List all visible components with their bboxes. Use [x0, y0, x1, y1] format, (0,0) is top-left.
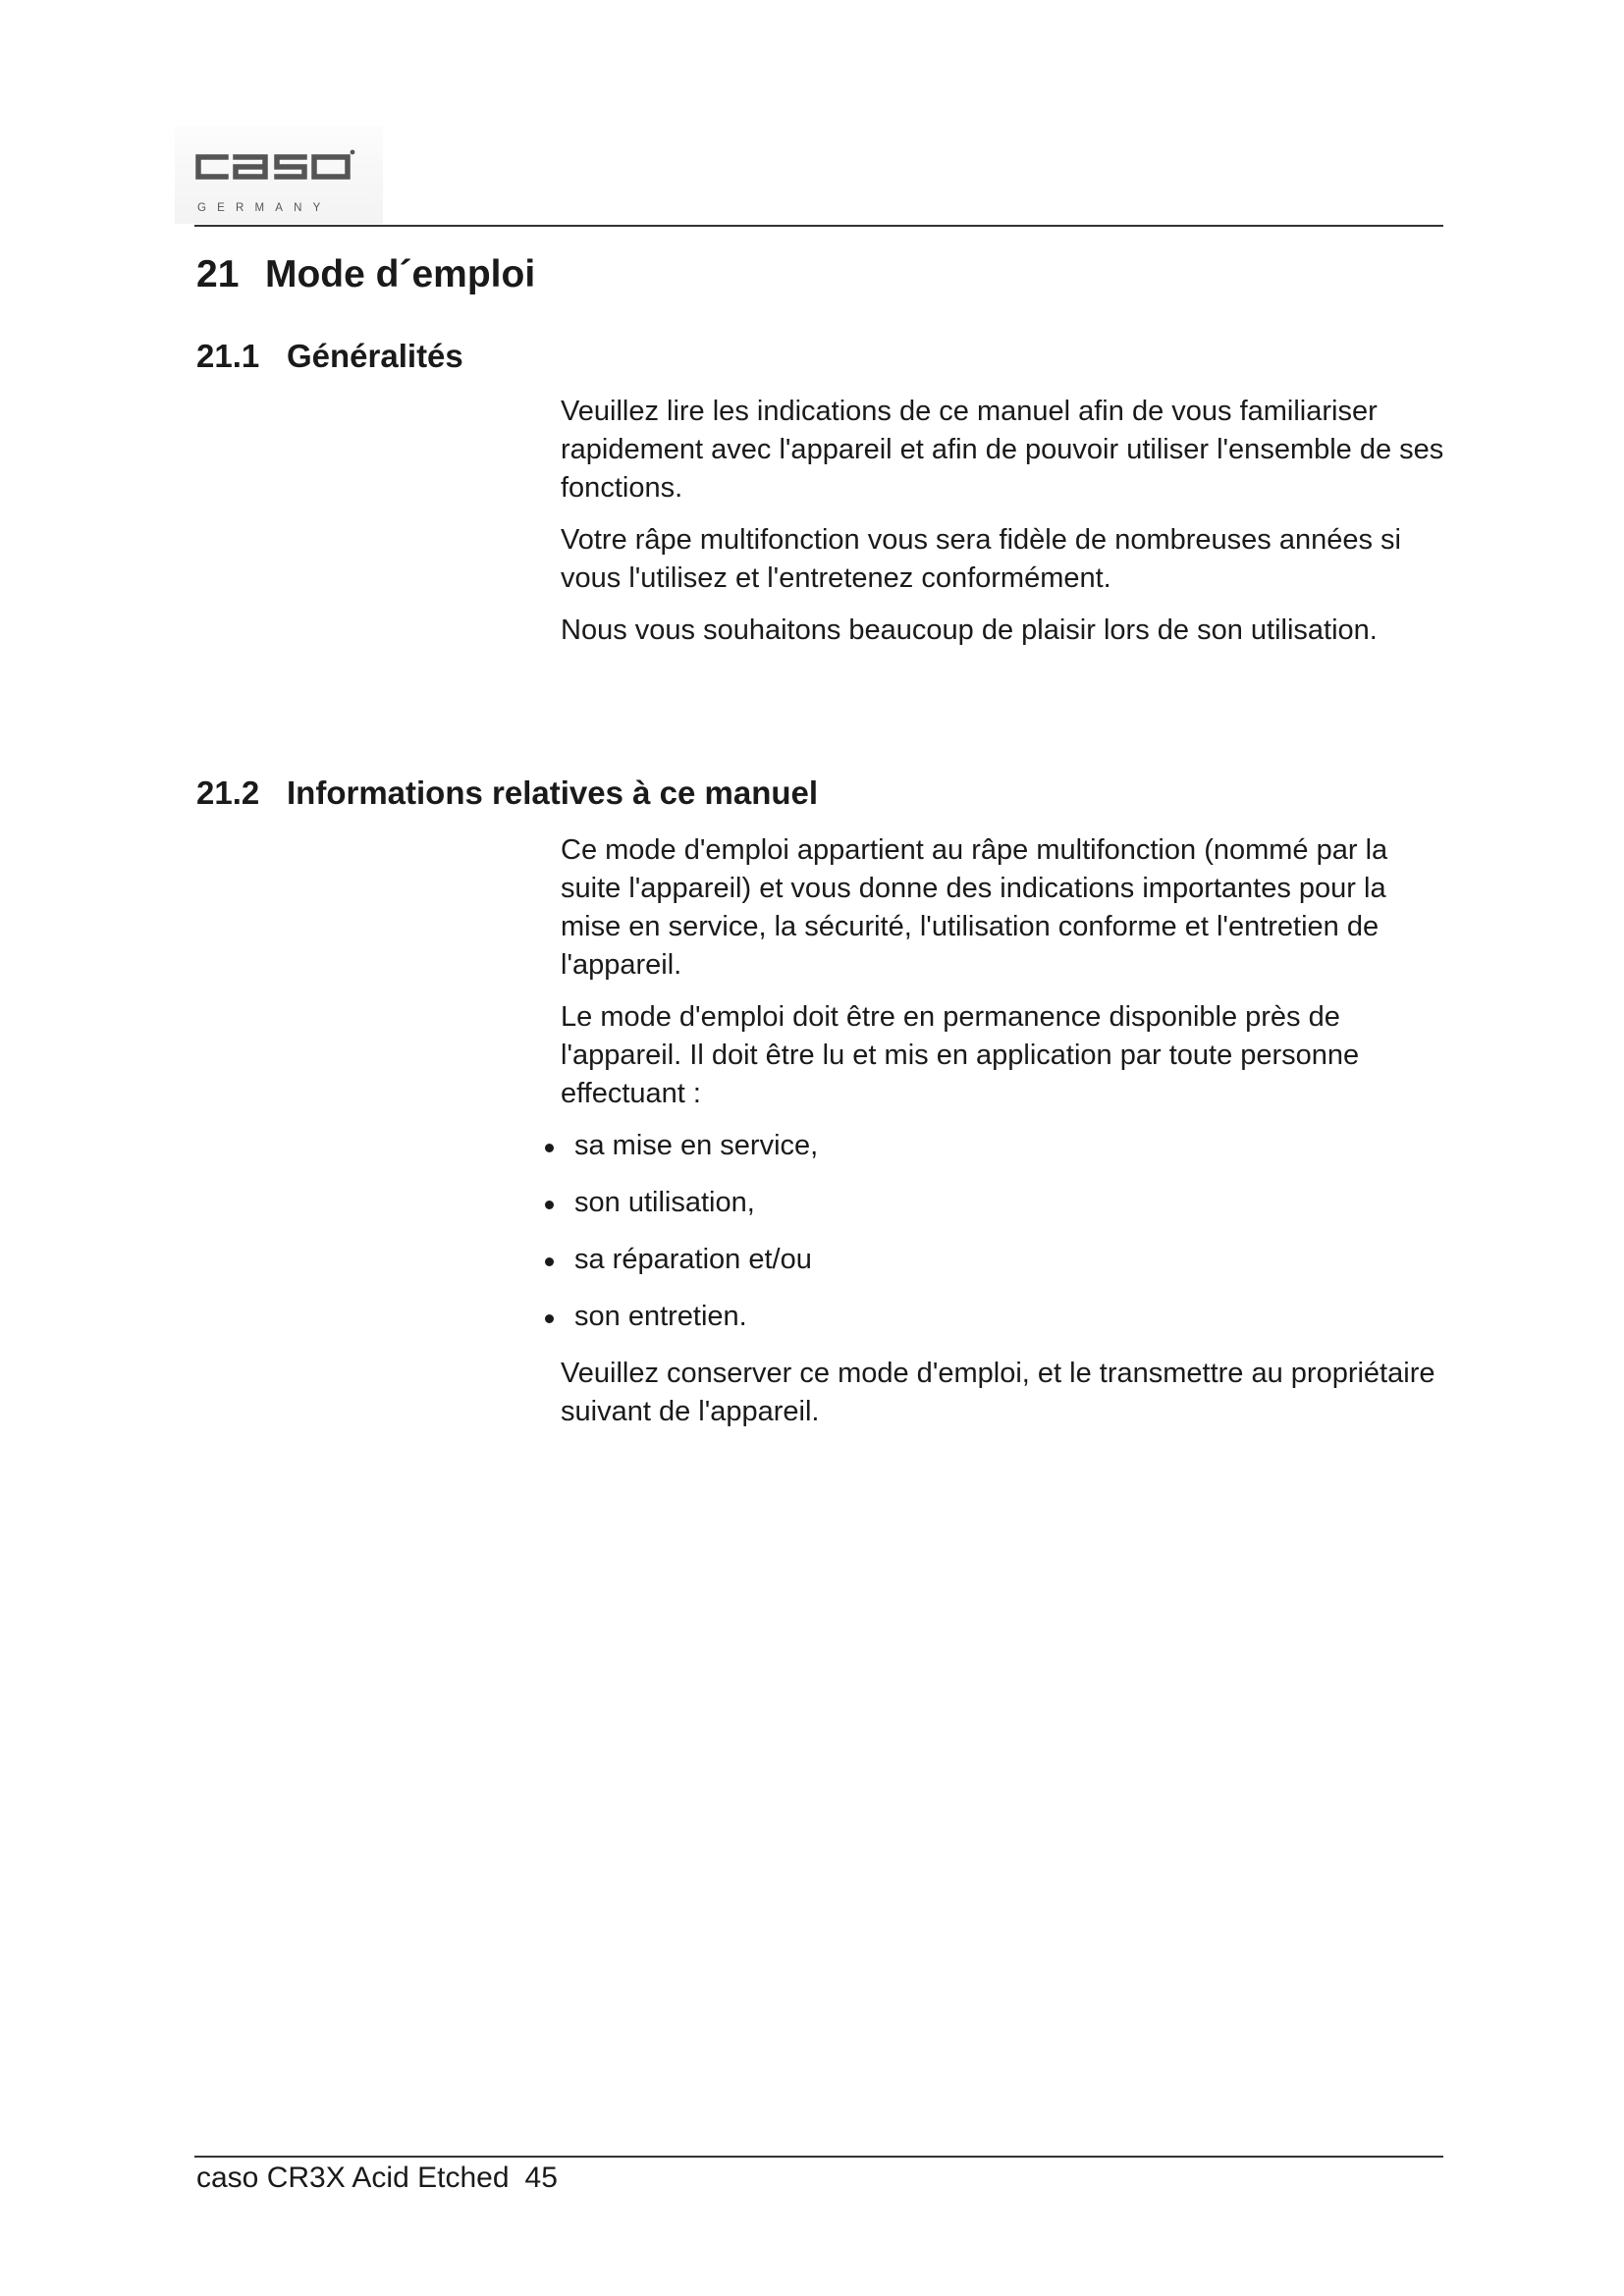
bullet-icon — [545, 1314, 554, 1323]
brand-logo — [175, 126, 383, 224]
list-item-text: sa mise en service, — [574, 1130, 819, 1161]
section-body-generalites — [561, 393, 1444, 664]
chapter-heading — [196, 253, 535, 296]
page-footer — [196, 2162, 558, 2195]
chapter-title: Mode d´emploi — [265, 253, 536, 295]
section-number: 21.1 — [196, 338, 260, 374]
bullet-list — [541, 1127, 1425, 1336]
section-body-informations — [561, 831, 1444, 1445]
bullet-icon — [545, 1144, 554, 1152]
caso-logo-icon — [175, 126, 383, 224]
footer-divider — [194, 2156, 1443, 2158]
section-title: Informations relatives à ce manuel — [287, 774, 819, 811]
paragraph: Nous vous souhaitons beaucoup de plaisir lors de son utilisation. — [561, 614, 1378, 646]
section-number: 21.2 — [196, 774, 260, 811]
list-item — [541, 1184, 1425, 1222]
section-heading-generalites — [196, 338, 463, 375]
chapter-number: 21 — [196, 253, 240, 295]
list-item-text: son utilisation, — [574, 1187, 755, 1218]
logo-tagline: GERMANY — [197, 202, 332, 214]
bullet-icon — [545, 1201, 554, 1209]
paragraph: Le mode d'emploi doit être en permanence disponible près de l'appareil. Il doit être lu et mis en application par toute personne effectuant : — [561, 1001, 1360, 1109]
list-item — [541, 1241, 1425, 1279]
paragraph: Votre râpe multifonction vous sera fidèle de nombreuses années si vous l'utilisez et l'entretenez conformément. — [561, 524, 1401, 594]
section-title: Généralités — [287, 338, 463, 374]
paragraph: Veuillez lire les indications de ce manuel afin de vous familiariser rapidement avec l'appareil et afin de pouvoir utiliser l'ensemble de ses fonctions. — [561, 396, 1444, 504]
list-item — [541, 1127, 1425, 1165]
footer-text: caso CR3X Acid Etched — [196, 2162, 510, 2194]
list-item-text: son entretien. — [574, 1301, 747, 1332]
paragraph: Veuillez conserver ce mode d'emploi, et le transmettre au propriétaire suivant de l'appareil. — [561, 1358, 1435, 1427]
section-heading-informations — [196, 774, 818, 812]
header-divider — [194, 225, 1443, 227]
paragraph: Ce mode d'emploi appartient au râpe multifonction (nommé par la suite l'appareil) et vous donne des indications importantes pour la mise en service, la sécurité, l'utilisation conforme et l'entretien de l'appareil. — [561, 834, 1388, 981]
bullet-icon — [545, 1257, 554, 1266]
list-item-text: sa réparation et/ou — [574, 1244, 812, 1275]
page-number: 45 — [524, 2162, 558, 2194]
list-item — [541, 1298, 1425, 1336]
